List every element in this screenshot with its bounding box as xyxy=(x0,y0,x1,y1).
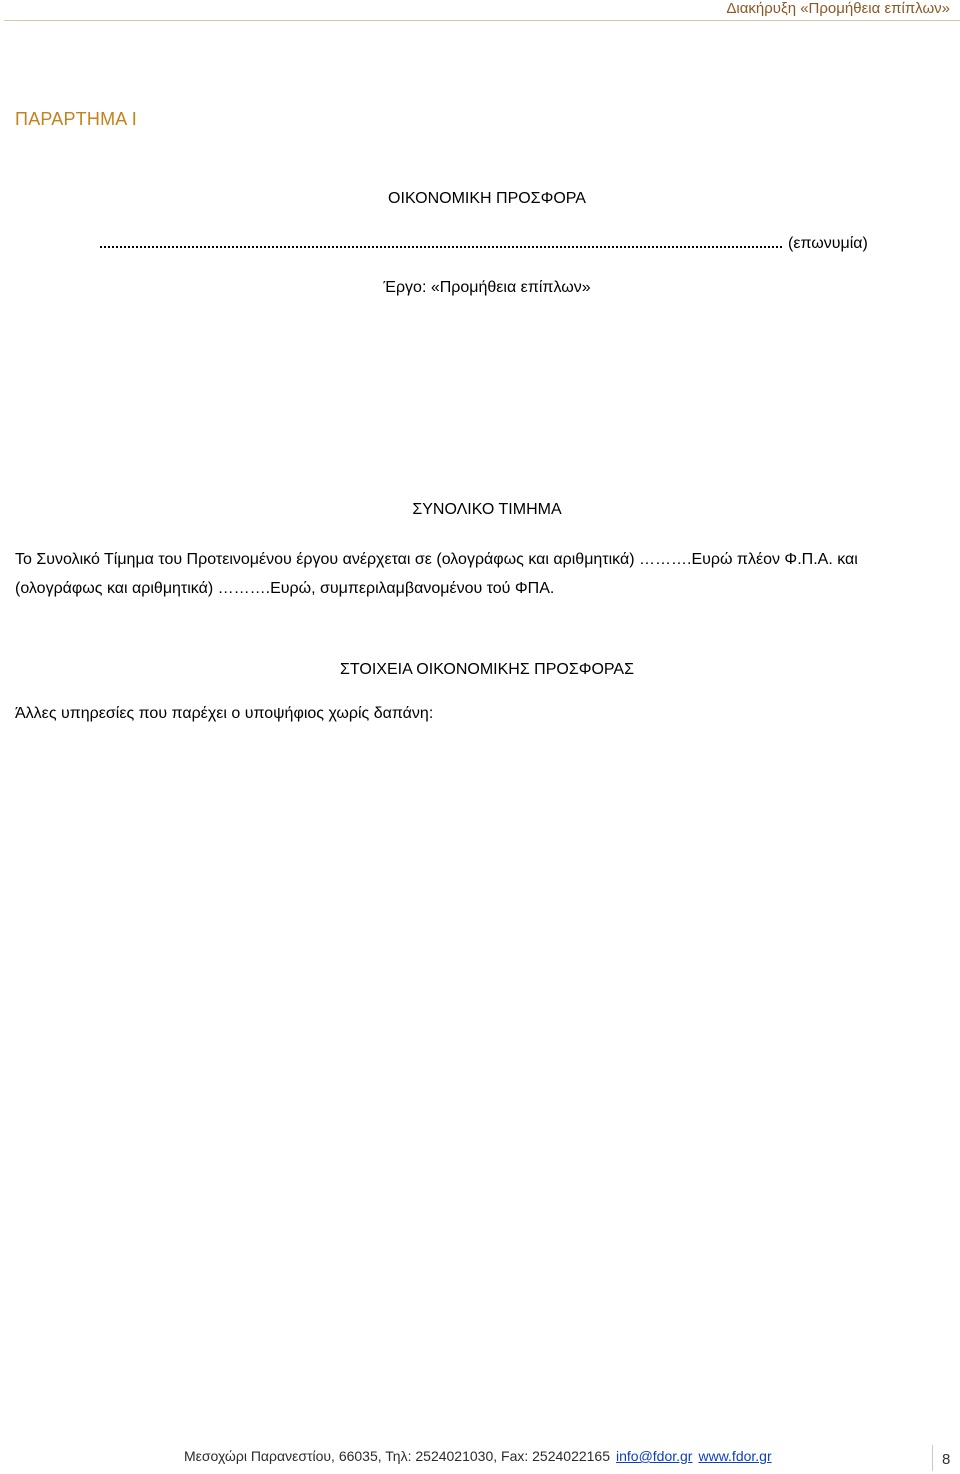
offer-title: ΟΙΚΟΝΟΜΙΚΗ ΠΡΟΣΦΟΡΑ xyxy=(388,190,586,207)
financial-data-title: ΣΤΟΙΧΕΙΑ ΟΙΚΟΝΟΜΙΚΗΣ ΠΡΟΣΦΟΡΑΣ xyxy=(340,661,634,678)
company-name-blank xyxy=(100,234,782,248)
page-number: 8 xyxy=(942,1451,951,1468)
footer-email-link[interactable]: info@fdor.gr xyxy=(616,1448,693,1464)
annex-title: ΠΑΡΑΡΤΗΜΑ Ι xyxy=(15,109,137,129)
header-title: Διακήρυξη «Προμήθεια επίπλων» xyxy=(726,0,950,17)
company-label: (επωνυμία) xyxy=(788,235,868,252)
total-price-line-1: Το Συνολικό Τίμημα του Προτεινομένου έργου ανέρχεται σε (ολογράφως και αριθμητικά) ……….Ευρώ πλέον Φ.Π.Α. και xyxy=(15,551,858,568)
header-rule xyxy=(4,20,960,21)
other-services-label: Άλλες υπηρεσίες που παρέχει ο υποψήφιος χωρίς δαπάνη: xyxy=(15,705,434,722)
company-name-line xyxy=(100,234,868,253)
total-price-line-2: (ολογράφως και αριθμητικά) ……….Ευρώ, συμπεριλαμβανομένου τού ΦΠΑ. xyxy=(15,580,555,597)
footer-website-link[interactable]: www.fdor.gr xyxy=(698,1448,772,1464)
total-price-title: ΣΥΝΟΛΙΚΟ ΤΙΜΗΜΑ xyxy=(412,501,562,518)
total-price-paragraph xyxy=(15,545,960,603)
project-title: Έργο: «Προμήθεια επίπλων» xyxy=(383,279,591,296)
footer-contact xyxy=(184,1448,772,1464)
footer-address: Μεσοχώρι Παρανεστίου, 66035, Τηλ: 2524021030, Fax: 2524022165 xyxy=(184,1448,610,1464)
page-number-divider xyxy=(932,1445,933,1471)
